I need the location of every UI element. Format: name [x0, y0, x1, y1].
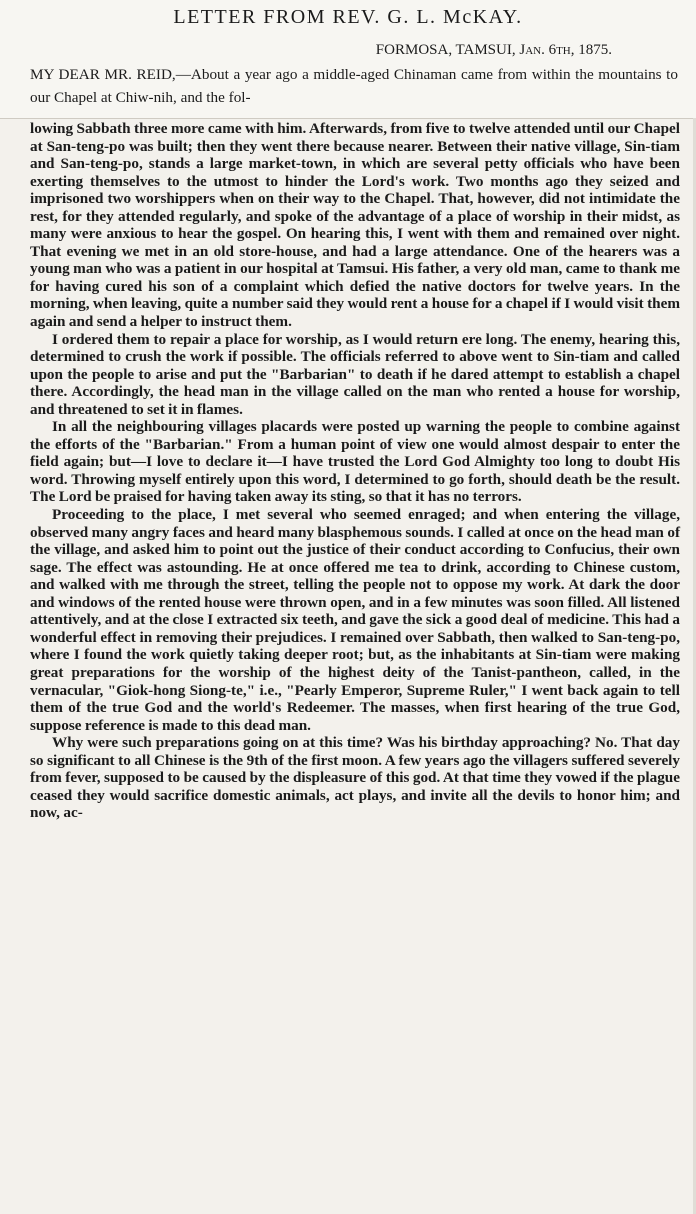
paragraph-4: Proceeding to the place, I met several who seemed enraged; and when entering the village, observed many angry faces and heard many blasphemous sounds. I called at once on the head man of the village, and asked him to point out the justice of their conduct according to Confucius, their own sage. The effect was astounding. He at once offered me tea to drink, according to Chinese custom, and walked with me through the street, telling the people not to oppose my work. At dark the door and windows of the rented house were thrown open, and in a few minutes was soon filled. All listened attentively, and at the close I extracted six teeth, and gave the sick a good deal of medicine. This had a wonderful effect in removing their prejudices. I remained over Sabbath, then walked to San-teng-po, where I found the work quietly taking deeper root; but, as the inhabitants at Sin-tiam were making great preparations for the worship of the highest deity of the Tanist-pantheon, called, in the vernacular, "Giok-hong Siong-te," i.e., "Pearly Emperor, Supreme Ruler," I went back again to tell them of the true God and the world's Redeemer. The masses, when first hearing of the true God, suppose reference is made to this dead man.	[30, 506, 680, 734]
opening-text: About a year ago a middle-aged Chinaman came from within the mountains to our Chapel at Chiw-nih, and the fol-	[30, 66, 678, 106]
dateline: FORMOSA, TAMSUI, Jan. 6th, 1875.	[375, 42, 612, 58]
letter-title: LETTER FROM REV. G. L. McKAY.	[173, 6, 523, 28]
letter-header	[0, 0, 696, 119]
letter-body	[30, 120, 680, 822]
paragraph-1: lowing Sabbath three more came with him. Afterwards, from five to twelve attended until our Chapel at San-teng-po was built; then they went there because nearer. Between their native village, Sin-tiam and San-teng-po, stands a large market-town, in which are several petty officials who have been exerting themselves to the utmost to hinder the Lord's work. Two months ago they seized and imprisoned two worshippers when on their way to the Chapel. That, however, did not intimidate the rest, for they attended regularly, and spoke of the advantage of a place of worship in their midst, as many were anxious to hear the gospel. On hearing this, I went with them and remained over night. That evening we met in an old store-house, and had a large attendance. One of the hearers was a young man who was a patient in our hospital at Tamsui. His father, a very old man, came to thank me for having cured his son of a complaint which defied the native doctors for twelve years. In the morning, when leaving, quite a number said they would rent a house for a chapel if I would visit them again and send a helper to instruct them.	[30, 120, 680, 331]
paragraph-2: I ordered them to repair a place for worship, as I would return ere long. The enemy, hearing this, determined to crush the work if possible. The officials referred to above went to Sin-tiam and called upon the people to arise and put the "Barbarian" to death if he dared attempt to establish a chapel there. Accordingly, the head man in the village called on the man who rented a house for worship, and threatened to set it in flames.	[30, 330, 680, 418]
salutation: MY DEAR MR. REID,—	[30, 66, 191, 83]
paragraph-3: In all the neighbouring villages placards were posted up warning the people to combine against the efforts of the "Barbarian." From a human point of view one would almost despair to enter the field again; but—I love to declare it—I have trusted the Lord God Almighty too long to doubt His word. Throwing myself entirely upon this word, I determined to go forth, should death be the result. The Lord be praised for having taken away its sting, so that it has no terrors.	[30, 418, 680, 506]
opening-line	[30, 63, 678, 109]
paragraph-5: Why were such preparations going on at this time? Was his birthday approaching? No. That day so significant to all Chinese is the 9th of the first moon. A few years ago the villagers suffered severely from fever, supposed to be caused by the displeasure of this god. At that time they vowed if the plague ceased they would sacrifice domestic animals, act plays, and invite all the devils to honor him; and now, ac-	[30, 734, 680, 822]
